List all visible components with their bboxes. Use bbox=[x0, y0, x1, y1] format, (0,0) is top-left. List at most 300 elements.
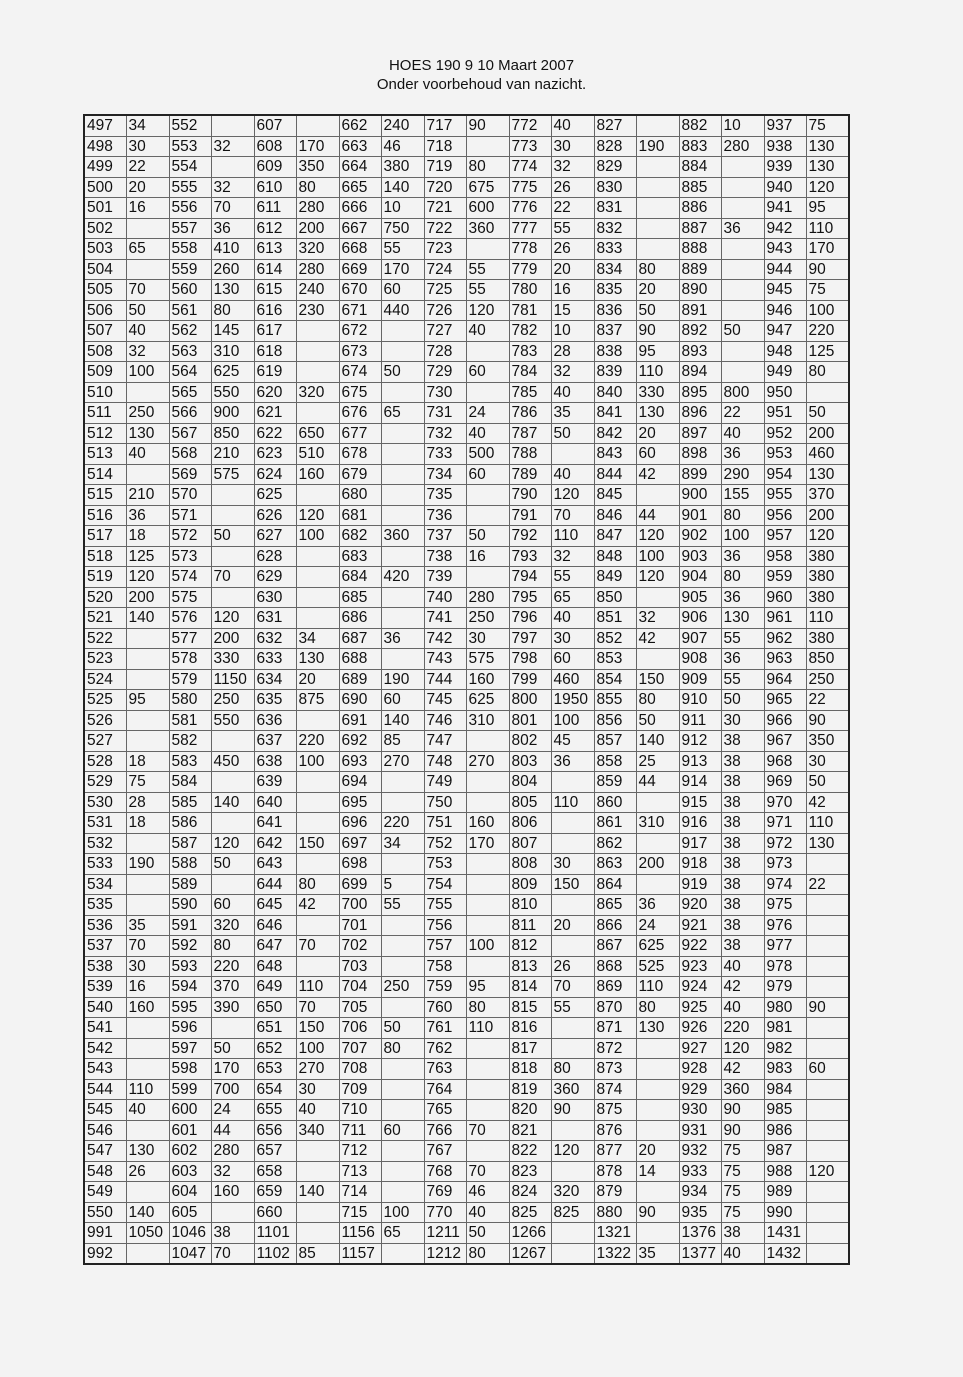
lot-number-cell: 749 bbox=[424, 772, 466, 793]
lot-number-cell: 669 bbox=[339, 259, 381, 280]
lot-number-cell: 640 bbox=[254, 792, 296, 813]
amount-cell bbox=[466, 1079, 509, 1100]
amount-cell bbox=[381, 464, 424, 485]
lot-number-cell: 773 bbox=[509, 136, 551, 157]
lot-number-cell: 576 bbox=[169, 608, 211, 629]
lot-number-cell: 879 bbox=[594, 1182, 636, 1203]
lot-number-cell: 621 bbox=[254, 403, 296, 424]
amount-cell bbox=[721, 300, 764, 321]
amount-cell: 80 bbox=[806, 362, 849, 383]
amount-cell: 80 bbox=[466, 1243, 509, 1264]
lot-number-cell: 828 bbox=[594, 136, 636, 157]
lot-number-cell: 738 bbox=[424, 546, 466, 567]
amount-cell: 550 bbox=[211, 382, 254, 403]
lot-number-cell: 812 bbox=[509, 936, 551, 957]
amount-cell: 18 bbox=[126, 751, 169, 772]
amount-cell: 20 bbox=[636, 1141, 679, 1162]
lot-number-cell: 497 bbox=[84, 115, 126, 136]
amount-cell: 75 bbox=[721, 1182, 764, 1203]
lot-number-cell: 794 bbox=[509, 567, 551, 588]
amount-cell bbox=[296, 485, 339, 506]
amount-cell bbox=[466, 341, 509, 362]
lot-number-cell: 667 bbox=[339, 218, 381, 239]
lot-number-cell: 1157 bbox=[339, 1243, 381, 1264]
lot-number-cell: 792 bbox=[509, 526, 551, 547]
amount-cell: 70 bbox=[126, 280, 169, 301]
lot-number-cell: 848 bbox=[594, 546, 636, 567]
lot-number-cell: 905 bbox=[679, 587, 721, 608]
amount-cell bbox=[806, 382, 849, 403]
lot-number-cell: 590 bbox=[169, 895, 211, 916]
lot-number-cell: 862 bbox=[594, 833, 636, 854]
lot-number-cell: 507 bbox=[84, 321, 126, 342]
lot-number-cell: 757 bbox=[424, 936, 466, 957]
amount-cell bbox=[296, 1202, 339, 1223]
lot-number-cell: 754 bbox=[424, 874, 466, 895]
lot-number-cell: 913 bbox=[679, 751, 721, 772]
lot-number-cell: 541 bbox=[84, 1018, 126, 1039]
lot-number-cell: 946 bbox=[764, 300, 806, 321]
lot-number-cell: 870 bbox=[594, 997, 636, 1018]
amount-cell: 110 bbox=[636, 977, 679, 998]
amount-cell: 36 bbox=[381, 628, 424, 649]
lot-number-cell: 899 bbox=[679, 464, 721, 485]
table-row bbox=[84, 177, 849, 198]
lot-number-cell: 974 bbox=[764, 874, 806, 895]
amount-cell: 38 bbox=[721, 1223, 764, 1244]
lot-number-cell: 807 bbox=[509, 833, 551, 854]
amount-cell: 190 bbox=[381, 669, 424, 690]
amount-cell: 260 bbox=[211, 259, 254, 280]
document-subtitle: Onder voorbehoud van nazicht. bbox=[376, 76, 587, 93]
lot-number-cell: 877 bbox=[594, 1141, 636, 1162]
amount-cell: 90 bbox=[721, 1120, 764, 1141]
lot-number-cell: 500 bbox=[84, 177, 126, 198]
amount-cell: 35 bbox=[551, 403, 594, 424]
amount-cell bbox=[466, 1038, 509, 1059]
amount-cell: 40 bbox=[721, 1243, 764, 1264]
lot-number-cell: 562 bbox=[169, 321, 211, 342]
lot-number-cell: 694 bbox=[339, 772, 381, 793]
lot-number-cell: 1431 bbox=[764, 1223, 806, 1244]
lot-number-cell: 664 bbox=[339, 157, 381, 178]
amount-cell: 90 bbox=[636, 1202, 679, 1223]
lot-number-cell: 702 bbox=[339, 936, 381, 957]
amount-cell: 50 bbox=[211, 854, 254, 875]
lot-number-cell: 663 bbox=[339, 136, 381, 157]
lot-number-cell: 1101 bbox=[254, 1223, 296, 1244]
amount-cell: 42 bbox=[721, 1059, 764, 1080]
amount-cell: 170 bbox=[466, 833, 509, 854]
amount-cell: 120 bbox=[806, 526, 849, 547]
amount-cell: 34 bbox=[296, 628, 339, 649]
lot-number-cell: 594 bbox=[169, 977, 211, 998]
amount-cell bbox=[296, 1141, 339, 1162]
amount-cell: 35 bbox=[126, 915, 169, 936]
lot-number-cell: 579 bbox=[169, 669, 211, 690]
amount-cell: 40 bbox=[721, 997, 764, 1018]
lot-number-cell: 887 bbox=[679, 218, 721, 239]
lot-number-cell: 940 bbox=[764, 177, 806, 198]
lot-number-cell: 867 bbox=[594, 936, 636, 957]
amount-cell: 360 bbox=[381, 526, 424, 547]
lot-number-cell: 662 bbox=[339, 115, 381, 136]
lot-number-cell: 505 bbox=[84, 280, 126, 301]
lot-number-cell: 895 bbox=[679, 382, 721, 403]
amount-cell bbox=[381, 321, 424, 342]
amount-cell bbox=[381, 382, 424, 403]
amount-cell bbox=[551, 1223, 594, 1244]
amount-cell bbox=[806, 1079, 849, 1100]
amount-cell: 95 bbox=[806, 198, 849, 219]
lot-number-cell: 789 bbox=[509, 464, 551, 485]
lot-number-cell: 646 bbox=[254, 915, 296, 936]
amount-cell: 20 bbox=[126, 177, 169, 198]
results-table bbox=[83, 114, 850, 1265]
amount-cell: 550 bbox=[211, 710, 254, 731]
amount-cell bbox=[381, 444, 424, 465]
lot-number-cell: 955 bbox=[764, 485, 806, 506]
lot-number-cell: 835 bbox=[594, 280, 636, 301]
lot-number-cell: 639 bbox=[254, 772, 296, 793]
table-row bbox=[84, 198, 849, 219]
lot-number-cell: 767 bbox=[424, 1141, 466, 1162]
lot-number-cell: 612 bbox=[254, 218, 296, 239]
amount-cell: 280 bbox=[296, 259, 339, 280]
amount-cell: 55 bbox=[551, 567, 594, 588]
document-header bbox=[0, 56, 963, 94]
amount-cell: 36 bbox=[721, 444, 764, 465]
lot-number-cell: 546 bbox=[84, 1120, 126, 1141]
table-row bbox=[84, 1100, 849, 1121]
amount-cell: 330 bbox=[636, 382, 679, 403]
lot-number-cell: 511 bbox=[84, 403, 126, 424]
amount-cell: 50 bbox=[126, 300, 169, 321]
amount-cell bbox=[296, 915, 339, 936]
lot-number-cell: 914 bbox=[679, 772, 721, 793]
table-row bbox=[84, 772, 849, 793]
lot-number-cell: 1377 bbox=[679, 1243, 721, 1264]
lot-number-cell: 981 bbox=[764, 1018, 806, 1039]
lot-number-cell: 678 bbox=[339, 444, 381, 465]
lot-number-cell: 795 bbox=[509, 587, 551, 608]
lot-number-cell: 528 bbox=[84, 751, 126, 772]
lot-number-cell: 628 bbox=[254, 546, 296, 567]
amount-cell bbox=[636, 1182, 679, 1203]
lot-number-cell: 629 bbox=[254, 567, 296, 588]
lot-number-cell: 799 bbox=[509, 669, 551, 690]
lot-number-cell: 709 bbox=[339, 1079, 381, 1100]
lot-number-cell: 986 bbox=[764, 1120, 806, 1141]
lot-number-cell: 1212 bbox=[424, 1243, 466, 1264]
amount-cell bbox=[126, 1038, 169, 1059]
amount-cell: 110 bbox=[551, 526, 594, 547]
lot-number-cell: 784 bbox=[509, 362, 551, 383]
table-row bbox=[84, 546, 849, 567]
amount-cell bbox=[806, 1018, 849, 1039]
amount-cell: 24 bbox=[211, 1100, 254, 1121]
amount-cell: 140 bbox=[381, 710, 424, 731]
amount-cell bbox=[806, 1100, 849, 1121]
amount-cell: 160 bbox=[126, 997, 169, 1018]
amount-cell: 190 bbox=[636, 136, 679, 157]
lot-number-cell: 534 bbox=[84, 874, 126, 895]
lot-number-cell: 864 bbox=[594, 874, 636, 895]
amount-cell: 38 bbox=[721, 772, 764, 793]
lot-number-cell: 538 bbox=[84, 956, 126, 977]
lot-number-cell: 675 bbox=[339, 382, 381, 403]
lot-number-cell: 502 bbox=[84, 218, 126, 239]
amount-cell: 575 bbox=[211, 464, 254, 485]
lot-number-cell: 957 bbox=[764, 526, 806, 547]
lot-number-cell: 841 bbox=[594, 403, 636, 424]
lot-number-cell: 800 bbox=[509, 690, 551, 711]
lot-number-cell: 934 bbox=[679, 1182, 721, 1203]
lot-number-cell: 814 bbox=[509, 977, 551, 998]
lot-number-cell: 796 bbox=[509, 608, 551, 629]
amount-cell bbox=[636, 1223, 679, 1244]
amount-cell: 30 bbox=[126, 136, 169, 157]
amount-cell bbox=[381, 997, 424, 1018]
amount-cell: 36 bbox=[721, 546, 764, 567]
amount-cell: 250 bbox=[211, 690, 254, 711]
lot-number-cell: 689 bbox=[339, 669, 381, 690]
lot-number-cell: 791 bbox=[509, 505, 551, 526]
lot-number-cell: 856 bbox=[594, 710, 636, 731]
lot-number-cell: 722 bbox=[424, 218, 466, 239]
amount-cell: 45 bbox=[551, 731, 594, 752]
lot-number-cell: 558 bbox=[169, 239, 211, 260]
amount-cell: 60 bbox=[381, 280, 424, 301]
lot-number-cell: 726 bbox=[424, 300, 466, 321]
amount-cell: 100 bbox=[551, 710, 594, 731]
amount-cell: 625 bbox=[211, 362, 254, 383]
amount-cell: 150 bbox=[296, 1018, 339, 1039]
amount-cell bbox=[636, 198, 679, 219]
lot-number-cell: 964 bbox=[764, 669, 806, 690]
lot-number-cell: 643 bbox=[254, 854, 296, 875]
amount-cell: 60 bbox=[211, 895, 254, 916]
amount-cell bbox=[381, 1059, 424, 1080]
lot-number-cell: 723 bbox=[424, 239, 466, 260]
table-row bbox=[84, 444, 849, 465]
amount-cell: 110 bbox=[806, 813, 849, 834]
amount-cell: 100 bbox=[126, 362, 169, 383]
lot-number-cell: 597 bbox=[169, 1038, 211, 1059]
lot-number-cell: 944 bbox=[764, 259, 806, 280]
lot-number-cell: 746 bbox=[424, 710, 466, 731]
amount-cell: 700 bbox=[211, 1079, 254, 1100]
lot-number-cell: 504 bbox=[84, 259, 126, 280]
lot-number-cell: 774 bbox=[509, 157, 551, 178]
lot-number-cell: 743 bbox=[424, 649, 466, 670]
amount-cell: 40 bbox=[721, 423, 764, 444]
amount-cell: 80 bbox=[296, 874, 339, 895]
amount-cell: 390 bbox=[211, 997, 254, 1018]
table-row bbox=[84, 136, 849, 157]
amount-cell bbox=[466, 731, 509, 752]
amount-cell: 80 bbox=[466, 157, 509, 178]
amount-cell: 70 bbox=[466, 1120, 509, 1141]
lot-number-cell: 850 bbox=[594, 587, 636, 608]
lot-number-cell: 950 bbox=[764, 382, 806, 403]
amount-cell bbox=[636, 792, 679, 813]
amount-cell: 330 bbox=[211, 649, 254, 670]
amount-cell: 15 bbox=[551, 300, 594, 321]
amount-cell bbox=[806, 1243, 849, 1264]
amount-cell: 410 bbox=[211, 239, 254, 260]
lot-number-cell: 515 bbox=[84, 485, 126, 506]
lot-number-cell: 845 bbox=[594, 485, 636, 506]
lot-number-cell: 729 bbox=[424, 362, 466, 383]
lot-number-cell: 600 bbox=[169, 1100, 211, 1121]
amount-cell: 110 bbox=[636, 362, 679, 383]
lot-number-cell: 854 bbox=[594, 669, 636, 690]
amount-cell: 36 bbox=[211, 218, 254, 239]
lot-number-cell: 617 bbox=[254, 321, 296, 342]
lot-number-cell: 968 bbox=[764, 751, 806, 772]
lot-number-cell: 564 bbox=[169, 362, 211, 383]
amount-cell bbox=[296, 772, 339, 793]
amount-cell bbox=[466, 485, 509, 506]
lot-number-cell: 898 bbox=[679, 444, 721, 465]
lot-number-cell: 912 bbox=[679, 731, 721, 752]
lot-number-cell: 530 bbox=[84, 792, 126, 813]
amount-cell: 60 bbox=[466, 362, 509, 383]
amount-cell bbox=[126, 1059, 169, 1080]
amount-cell: 60 bbox=[551, 649, 594, 670]
lot-number-cell: 565 bbox=[169, 382, 211, 403]
amount-cell: 50 bbox=[551, 423, 594, 444]
lot-number-cell: 770 bbox=[424, 1202, 466, 1223]
lot-number-cell: 786 bbox=[509, 403, 551, 424]
lot-number-cell: 602 bbox=[169, 1141, 211, 1162]
lot-number-cell: 633 bbox=[254, 649, 296, 670]
amount-cell: 340 bbox=[296, 1120, 339, 1141]
amount-cell: 575 bbox=[466, 649, 509, 670]
lot-number-cell: 889 bbox=[679, 259, 721, 280]
amount-cell: 380 bbox=[806, 587, 849, 608]
lot-number-cell: 578 bbox=[169, 649, 211, 670]
lot-number-cell: 506 bbox=[84, 300, 126, 321]
amount-cell: 270 bbox=[381, 751, 424, 772]
lot-number-cell: 581 bbox=[169, 710, 211, 731]
amount-cell: 140 bbox=[211, 792, 254, 813]
lot-number-cell: 499 bbox=[84, 157, 126, 178]
lot-number-cell: 608 bbox=[254, 136, 296, 157]
amount-cell: 370 bbox=[806, 485, 849, 506]
amount-cell bbox=[126, 382, 169, 403]
lot-number-cell: 615 bbox=[254, 280, 296, 301]
amount-cell: 120 bbox=[721, 1038, 764, 1059]
lot-number-cell: 549 bbox=[84, 1182, 126, 1203]
amount-cell: 460 bbox=[806, 444, 849, 465]
lot-number-cell: 531 bbox=[84, 813, 126, 834]
lot-number-cell: 630 bbox=[254, 587, 296, 608]
lot-number-cell: 951 bbox=[764, 403, 806, 424]
amount-cell bbox=[466, 1100, 509, 1121]
amount-cell: 140 bbox=[636, 731, 679, 752]
lot-number-cell: 871 bbox=[594, 1018, 636, 1039]
amount-cell: 130 bbox=[806, 157, 849, 178]
amount-cell: 60 bbox=[381, 690, 424, 711]
amount-cell: 200 bbox=[636, 854, 679, 875]
amount-cell: 30 bbox=[466, 628, 509, 649]
lot-number-cell: 742 bbox=[424, 628, 466, 649]
table-row bbox=[84, 608, 849, 629]
lot-number-cell: 750 bbox=[424, 792, 466, 813]
lot-number-cell: 677 bbox=[339, 423, 381, 444]
lot-number-cell: 918 bbox=[679, 854, 721, 875]
lot-number-cell: 802 bbox=[509, 731, 551, 752]
amount-cell bbox=[721, 239, 764, 260]
amount-cell bbox=[721, 280, 764, 301]
lot-number-cell: 741 bbox=[424, 608, 466, 629]
table-row bbox=[84, 259, 849, 280]
lot-number-cell: 748 bbox=[424, 751, 466, 772]
amount-cell: 36 bbox=[721, 649, 764, 670]
lot-number-cell: 768 bbox=[424, 1161, 466, 1182]
amount-cell bbox=[211, 115, 254, 136]
lot-number-cell: 568 bbox=[169, 444, 211, 465]
amount-cell: 55 bbox=[466, 280, 509, 301]
lot-number-cell: 718 bbox=[424, 136, 466, 157]
amount-cell bbox=[636, 1038, 679, 1059]
lot-number-cell: 647 bbox=[254, 936, 296, 957]
amount-cell: 42 bbox=[721, 977, 764, 998]
amount-cell: 28 bbox=[551, 341, 594, 362]
table-row bbox=[84, 1161, 849, 1182]
lot-number-cell: 830 bbox=[594, 177, 636, 198]
lot-number-cell: 878 bbox=[594, 1161, 636, 1182]
lot-number-cell: 751 bbox=[424, 813, 466, 834]
amount-cell: 30 bbox=[551, 136, 594, 157]
amount-cell: 150 bbox=[636, 669, 679, 690]
amount-cell: 22 bbox=[721, 403, 764, 424]
amount-cell: 160 bbox=[466, 669, 509, 690]
amount-cell bbox=[636, 157, 679, 178]
lot-number-cell: 869 bbox=[594, 977, 636, 998]
amount-cell bbox=[381, 505, 424, 526]
lot-number-cell: 863 bbox=[594, 854, 636, 875]
amount-cell: 110 bbox=[466, 1018, 509, 1039]
lot-number-cell: 623 bbox=[254, 444, 296, 465]
amount-cell: 80 bbox=[636, 690, 679, 711]
lot-number-cell: 822 bbox=[509, 1141, 551, 1162]
amount-cell: 250 bbox=[806, 669, 849, 690]
amount-cell: 40 bbox=[721, 956, 764, 977]
amount-cell bbox=[381, 1161, 424, 1182]
table-row bbox=[84, 1223, 849, 1244]
amount-cell bbox=[296, 792, 339, 813]
table-row bbox=[84, 157, 849, 178]
lot-number-cell: 907 bbox=[679, 628, 721, 649]
lot-number-cell: 695 bbox=[339, 792, 381, 813]
lot-number-cell: 560 bbox=[169, 280, 211, 301]
amount-cell: 380 bbox=[806, 567, 849, 588]
lot-number-cell: 1321 bbox=[594, 1223, 636, 1244]
lot-number-cell: 574 bbox=[169, 567, 211, 588]
table-row bbox=[84, 1243, 849, 1264]
lot-number-cell: 595 bbox=[169, 997, 211, 1018]
lot-number-cell: 498 bbox=[84, 136, 126, 157]
lot-number-cell: 721 bbox=[424, 198, 466, 219]
amount-cell: 50 bbox=[381, 1018, 424, 1039]
lot-number-cell: 922 bbox=[679, 936, 721, 957]
amount-cell: 50 bbox=[806, 772, 849, 793]
table-row bbox=[84, 628, 849, 649]
amount-cell: 320 bbox=[296, 239, 339, 260]
